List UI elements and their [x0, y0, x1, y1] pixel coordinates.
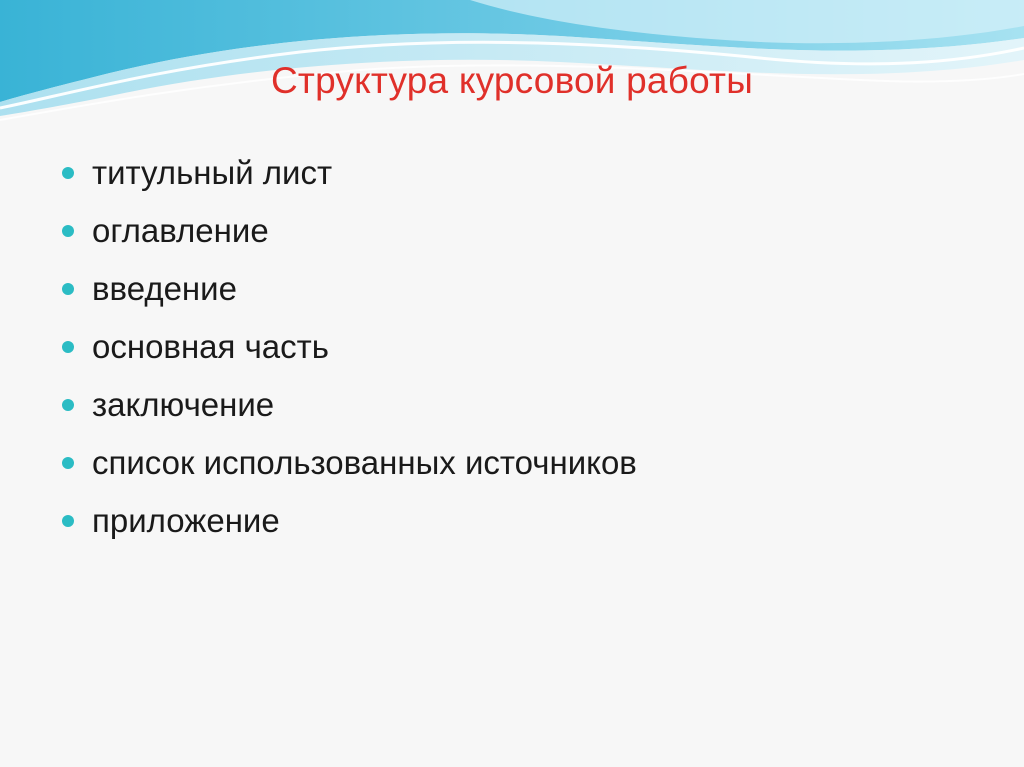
- bullet-dot-icon: [62, 399, 74, 411]
- list-item: [62, 322, 637, 380]
- bullet-dot-icon: [62, 457, 74, 469]
- list-item-label: введение: [92, 270, 237, 307]
- list-item-label: приложение: [92, 502, 280, 539]
- list-item-label: список использованных источников: [92, 444, 637, 481]
- list-item-label: основная часть: [92, 328, 329, 365]
- list-item-label: титульный лист: [92, 154, 333, 191]
- list-item: [62, 264, 637, 322]
- slide-title: Структура курсовой работы: [271, 60, 753, 101]
- list-item: [62, 496, 637, 554]
- bullet-dot-icon: [62, 225, 74, 237]
- bullet-dot-icon: [62, 167, 74, 179]
- bullet-dot-icon: [62, 515, 74, 527]
- list-item: [62, 148, 637, 206]
- list-item: [62, 206, 637, 264]
- list-item-label: заключение: [92, 386, 275, 423]
- bullet-list: [62, 148, 637, 554]
- list-item: [62, 438, 637, 496]
- list-item: [62, 380, 637, 438]
- list-item-label: оглавление: [92, 212, 269, 249]
- bullet-dot-icon: [62, 283, 74, 295]
- bullet-dot-icon: [62, 341, 74, 353]
